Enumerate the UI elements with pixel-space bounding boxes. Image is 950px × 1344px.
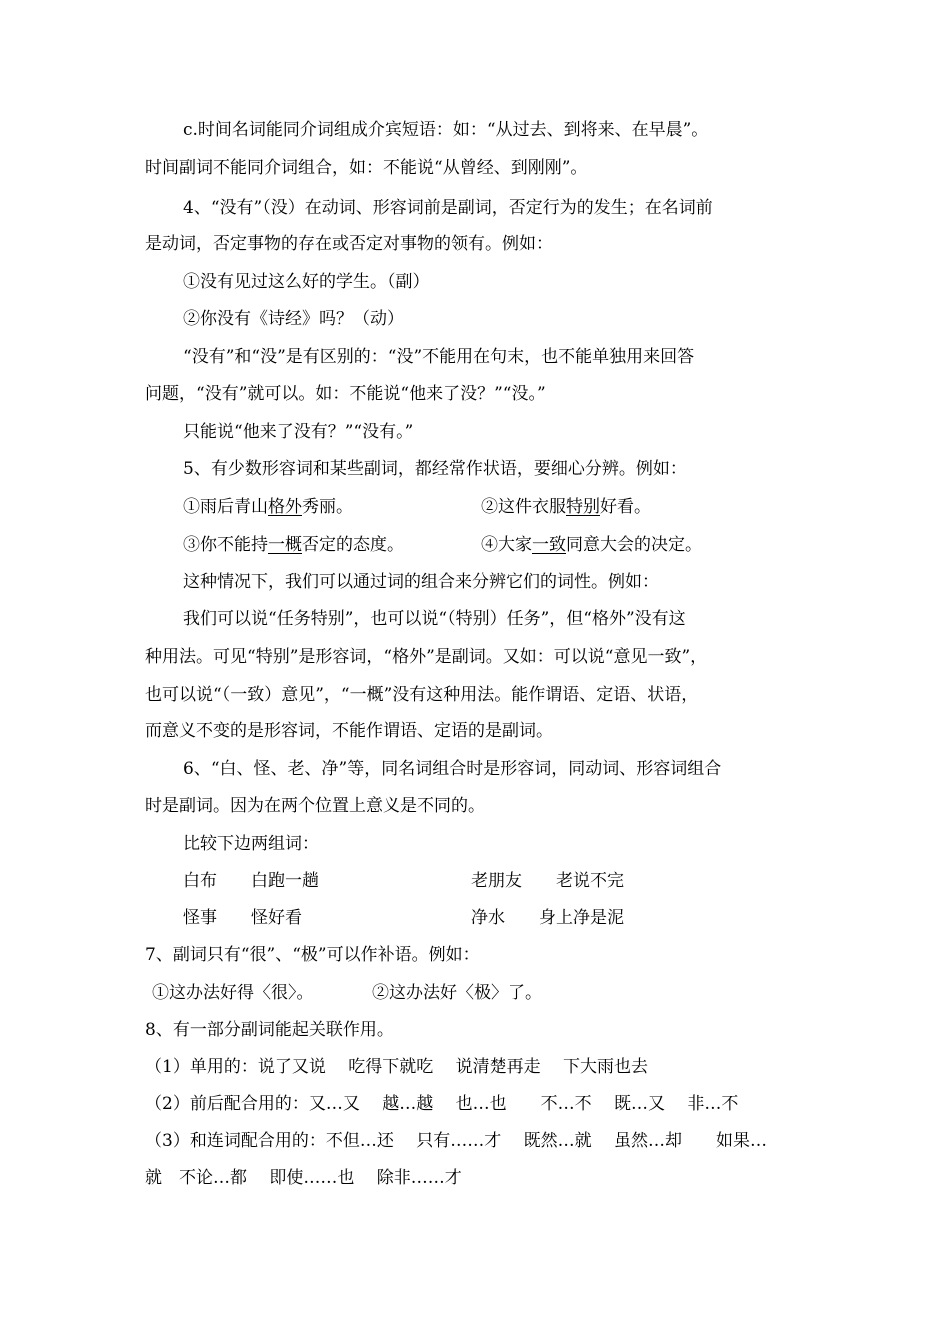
example-text: ③你不能持: [183, 535, 268, 555]
example-line: [481, 496, 651, 518]
paragraph-line: 只能说“他来了没有？”“没有。”: [183, 422, 414, 442]
underlined-word: 一致: [532, 535, 566, 555]
example-text: ①雨后青山: [183, 497, 268, 517]
paragraph-line: 而意义不变的是形容词，不能作谓语、定语的是副词。: [145, 721, 553, 741]
paragraph-line: 时间副词不能同介词组合，如：不能说“从曾经、到刚刚”。: [145, 158, 588, 178]
paragraph-line: c.时间名词能同介词组成介宾短语：如：“从过去、到将来、在早晨”。: [183, 120, 709, 140]
paragraph-line: 4、“没有”（没）在动词、形容词前是副词，否定行为的发生；在名词前: [183, 198, 713, 218]
underlined-word: 一概: [268, 535, 302, 555]
paragraph-line: 就 不论…都 即使……也 除非……才: [145, 1168, 462, 1188]
example-text: 同意大会的决定。: [566, 535, 702, 555]
example-line: ①没有见过这么好的学生。（副）: [183, 272, 430, 292]
paragraph-line: 7、副词只有“很”、“极”可以作补语。例如：: [145, 945, 480, 965]
example-line: ②这办法好〈极〉了。: [372, 983, 542, 1003]
example-line: [183, 534, 404, 556]
paragraph-line: 比较下边两组词：: [183, 834, 319, 854]
example-text: ②这件衣服: [481, 497, 566, 517]
paragraph-line: 也可以说“（一致）意见”，“一概”没有这种用法。能作谓语、定语、状语，: [145, 685, 699, 705]
paragraph-line: 种用法。可见“特别”是形容词，“格外”是副词。又如：可以说“意见一致”，: [145, 647, 708, 667]
paragraph-line: 时是副词。因为在两个位置上意义是不同的。: [145, 796, 485, 816]
comparison-line: 白布 白跑一趟: [183, 871, 319, 891]
underlined-word: 特别: [566, 497, 600, 517]
paragraph-line: 6、“白、怪、老、净”等，同名词组合时是形容词，同动词、形容词组合: [183, 759, 722, 779]
comparison-line: 怪事 怪好看: [183, 908, 302, 928]
paragraph-line: 5、有少数形容词和某些副词，都经常作状语，要细心分辨。例如：: [183, 459, 687, 479]
example-line: [481, 534, 702, 556]
paragraph-line: （2）前后配合用的：又…又 越…越 也…也 不…不 既…又 非…不: [145, 1094, 739, 1114]
comparison-line: 老朋友 老说不完: [471, 871, 624, 891]
example-text: 否定的态度。: [302, 535, 404, 555]
example-text: ④大家: [481, 535, 532, 555]
example-text: 好看。: [600, 497, 651, 517]
paragraph-line: 是动词，否定事物的存在或否定对事物的领有。例如：: [145, 234, 553, 254]
underlined-word: 格外: [268, 497, 302, 517]
example-line: [183, 496, 353, 518]
example-text: 秀丽。: [302, 497, 353, 517]
paragraph-line: 8、有一部分副词能起关联作用。: [145, 1020, 394, 1040]
example-line: ①这办法好得〈很〉。: [152, 983, 314, 1003]
comparison-line: 净水 身上净是泥: [471, 908, 624, 928]
paragraph-line: “没有”和“没”是有区别的：“没”不能用在句末，也不能单独用来回答: [183, 347, 695, 367]
paragraph-line: （3）和连词配合用的：不但…还 只有……才 既然…就 虽然…却 如果…: [145, 1131, 768, 1151]
paragraph-line: （1）单用的：说了又说 吃得下就吃 说清楚再走 下大雨也去: [145, 1057, 649, 1077]
paragraph-line: 这种情况下，我们可以通过词的组合来分辨它们的词性。例如：: [183, 572, 659, 592]
paragraph-line: 问题，“没有”就可以。如：不能说“他来了没？”“没。”: [145, 384, 546, 404]
paragraph-line: 我们可以说“任务特别”，也可以说“（特别）任务”，但“格外”没有这: [183, 609, 686, 629]
example-line: ②你没有《诗经》吗？（动）: [183, 309, 404, 329]
